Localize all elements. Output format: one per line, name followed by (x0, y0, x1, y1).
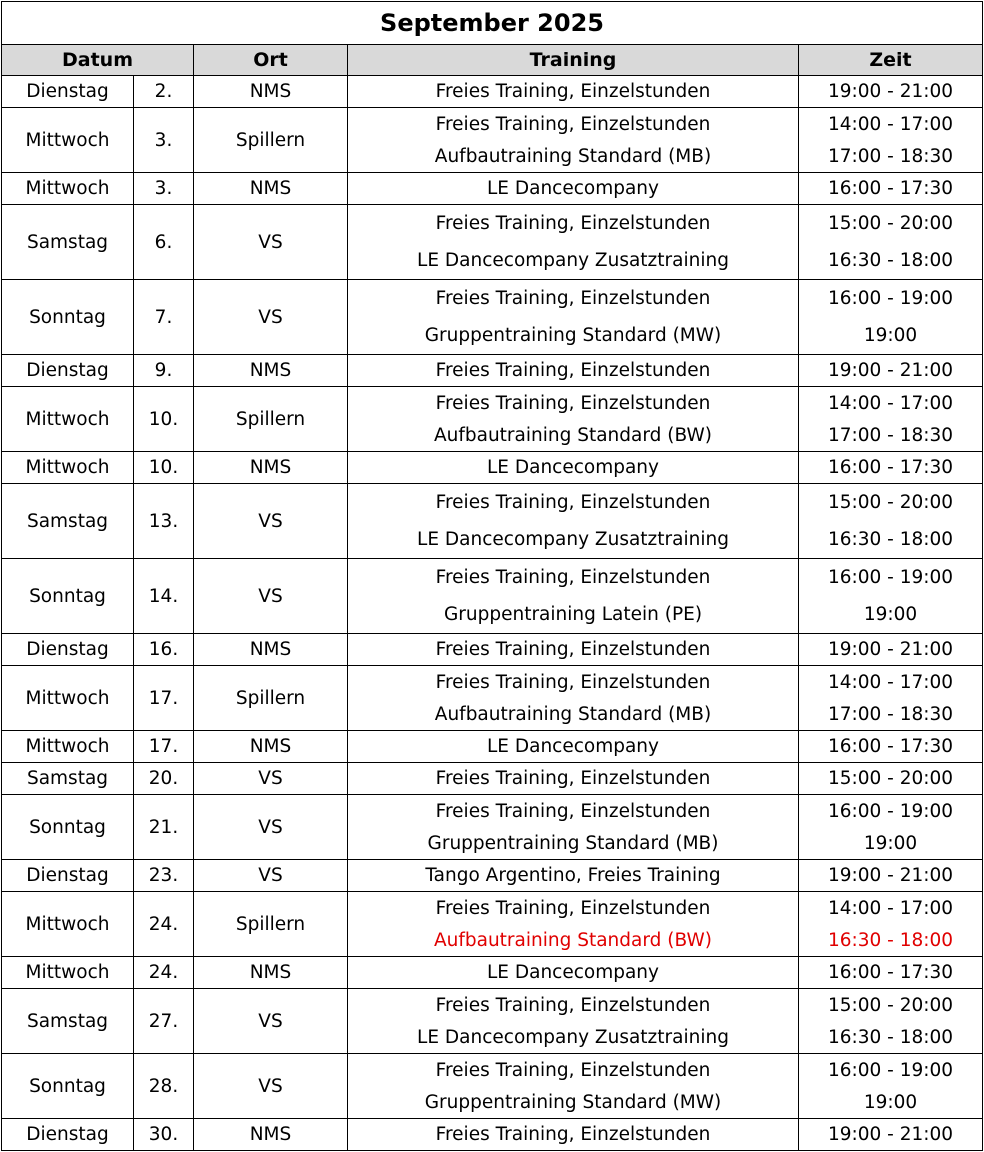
time-cell: 15:00 - 20:00 (799, 205, 983, 243)
training-cell: Freies Training, Einzelstunden (348, 355, 799, 387)
training-cell: Freies Training, Einzelstunden (348, 763, 799, 795)
table-row (2, 731, 983, 763)
date-cell: 27. (134, 989, 194, 1054)
date-cell: 16. (134, 634, 194, 666)
time-cell: 15:00 - 20:00 (799, 989, 983, 1022)
day-cell: Dienstag (2, 634, 134, 666)
time-cell: 16:00 - 17:30 (799, 731, 983, 763)
table-row (2, 795, 983, 828)
time-cell: 19:00 (799, 596, 983, 634)
place-cell: Spillern (194, 108, 348, 173)
place-cell: Spillern (194, 892, 348, 957)
training-cell: LE Dancecompany (348, 452, 799, 484)
table-row (2, 205, 983, 243)
date-cell: 24. (134, 892, 194, 957)
table-row (2, 860, 983, 892)
training-cell: Freies Training, Einzelstunden (348, 108, 799, 141)
day-cell: Mittwoch (2, 666, 134, 731)
place-cell: VS (194, 205, 348, 280)
place-cell: NMS (194, 173, 348, 205)
training-cell: Freies Training, Einzelstunden (348, 387, 799, 420)
date-cell: 28. (134, 1054, 194, 1119)
training-cell: Freies Training, Einzelstunden (348, 666, 799, 699)
day-cell: Dienstag (2, 1119, 134, 1151)
time-cell: 14:00 - 17:00 (799, 108, 983, 141)
time-cell: 14:00 - 17:00 (799, 892, 983, 925)
time-cell: 17:00 - 18:30 (799, 698, 983, 731)
time-cell: 19:00 (799, 1086, 983, 1119)
training-cell: Freies Training, Einzelstunden (348, 1119, 799, 1151)
time-cell: 14:00 - 17:00 (799, 387, 983, 420)
day-cell: Dienstag (2, 76, 134, 108)
day-cell: Mittwoch (2, 108, 134, 173)
training-cell: Gruppentraining Standard (MB) (348, 827, 799, 860)
table-row (2, 666, 983, 699)
training-cell: Aufbautraining Standard (BW) (348, 419, 799, 452)
training-cell: Freies Training, Einzelstunden (348, 484, 799, 522)
date-cell: 14. (134, 559, 194, 634)
time-cell: 16:00 - 17:30 (799, 957, 983, 989)
date-cell: 24. (134, 957, 194, 989)
training-cell: LE Dancecompany (348, 173, 799, 205)
table-row (2, 387, 983, 420)
table-row (2, 452, 983, 484)
training-cell: LE Dancecompany Zusatztraining (348, 521, 799, 559)
training-cell: Gruppentraining Standard (MW) (348, 317, 799, 355)
day-cell: Sonntag (2, 795, 134, 860)
training-cell: Freies Training, Einzelstunden (348, 795, 799, 828)
day-cell: Mittwoch (2, 387, 134, 452)
day-cell: Sonntag (2, 559, 134, 634)
date-cell: 20. (134, 763, 194, 795)
day-cell: Mittwoch (2, 173, 134, 205)
time-cell: 17:00 - 18:30 (799, 140, 983, 173)
table-row (2, 559, 983, 597)
training-cell: Gruppentraining Standard (MW) (348, 1086, 799, 1119)
place-cell: NMS (194, 731, 348, 763)
training-cell: Freies Training, Einzelstunden (348, 559, 799, 597)
date-cell: 13. (134, 484, 194, 559)
training-cell: Freies Training, Einzelstunden (348, 205, 799, 243)
place-cell: NMS (194, 452, 348, 484)
training-cell: LE Dancecompany Zusatztraining (348, 242, 799, 280)
training-cell: Freies Training, Einzelstunden (348, 892, 799, 925)
place-cell: VS (194, 763, 348, 795)
place-cell: NMS (194, 957, 348, 989)
time-cell: 19:00 - 21:00 (799, 860, 983, 892)
day-cell: Mittwoch (2, 892, 134, 957)
place-cell: VS (194, 559, 348, 634)
day-cell: Sonntag (2, 280, 134, 355)
time-cell: 16:00 - 19:00 (799, 1054, 983, 1087)
training-cell: Aufbautraining Standard (BW) (348, 924, 799, 957)
day-cell: Samstag (2, 205, 134, 280)
time-cell: 19:00 - 21:00 (799, 634, 983, 666)
table-row (2, 763, 983, 795)
training-cell: LE Dancecompany Zusatztraining (348, 1021, 799, 1054)
date-cell: 23. (134, 860, 194, 892)
table-row (2, 484, 983, 522)
place-cell: VS (194, 1054, 348, 1119)
date-cell: 3. (134, 173, 194, 205)
training-cell: Freies Training, Einzelstunden (348, 989, 799, 1022)
header-ort: Ort (194, 45, 348, 76)
table-row (2, 355, 983, 387)
date-cell: 3. (134, 108, 194, 173)
table-row (2, 634, 983, 666)
training-cell: Freies Training, Einzelstunden (348, 1054, 799, 1087)
time-cell: 19:00 - 21:00 (799, 355, 983, 387)
time-cell: 16:30 - 18:00 (799, 521, 983, 559)
date-cell: 9. (134, 355, 194, 387)
time-cell: 14:00 - 17:00 (799, 666, 983, 699)
table-row (2, 108, 983, 141)
place-cell: NMS (194, 355, 348, 387)
place-cell: NMS (194, 634, 348, 666)
date-cell: 30. (134, 1119, 194, 1151)
header-zeit: Zeit (799, 45, 983, 76)
table-row (2, 1054, 983, 1087)
header-training: Training (348, 45, 799, 76)
place-cell: Spillern (194, 387, 348, 452)
date-cell: 17. (134, 731, 194, 763)
time-cell: 19:00 (799, 827, 983, 860)
day-cell: Mittwoch (2, 957, 134, 989)
training-cell: Freies Training, Einzelstunden (348, 634, 799, 666)
training-cell: Gruppentraining Latein (PE) (348, 596, 799, 634)
training-cell: Tango Argentino, Freies Training (348, 860, 799, 892)
time-cell: 19:00 - 21:00 (799, 76, 983, 108)
table-row (2, 1119, 983, 1151)
time-cell: 16:00 - 17:30 (799, 173, 983, 205)
date-cell: 7. (134, 280, 194, 355)
time-cell: 19:00 - 21:00 (799, 1119, 983, 1151)
training-cell: Freies Training, Einzelstunden (348, 76, 799, 108)
time-cell: 19:00 (799, 317, 983, 355)
day-cell: Mittwoch (2, 731, 134, 763)
table-row (2, 892, 983, 925)
place-cell: NMS (194, 1119, 348, 1151)
day-cell: Dienstag (2, 355, 134, 387)
date-cell: 2. (134, 76, 194, 108)
day-cell: Dienstag (2, 860, 134, 892)
place-cell: VS (194, 484, 348, 559)
training-cell: LE Dancecompany (348, 731, 799, 763)
training-cell: Aufbautraining Standard (MB) (348, 140, 799, 173)
table-row (2, 280, 983, 318)
time-cell: 16:00 - 19:00 (799, 280, 983, 318)
place-cell: Spillern (194, 666, 348, 731)
date-cell: 21. (134, 795, 194, 860)
place-cell: VS (194, 989, 348, 1054)
table-row (2, 957, 983, 989)
date-cell: 17. (134, 666, 194, 731)
time-cell: 15:00 - 20:00 (799, 484, 983, 522)
day-cell: Samstag (2, 989, 134, 1054)
training-cell: Freies Training, Einzelstunden (348, 280, 799, 318)
day-cell: Sonntag (2, 1054, 134, 1119)
table-row (2, 76, 983, 108)
place-cell: VS (194, 280, 348, 355)
time-cell: 15:00 - 20:00 (799, 763, 983, 795)
time-cell: 16:00 - 19:00 (799, 559, 983, 597)
day-cell: Mittwoch (2, 452, 134, 484)
header-datum: Datum (2, 45, 194, 76)
place-cell: NMS (194, 76, 348, 108)
page-title: September 2025 (2, 2, 983, 45)
time-cell: 16:30 - 18:00 (799, 1021, 983, 1054)
day-cell: Samstag (2, 763, 134, 795)
place-cell: VS (194, 795, 348, 860)
date-cell: 6. (134, 205, 194, 280)
table-row (2, 989, 983, 1022)
schedule-body (2, 76, 983, 1151)
date-cell: 10. (134, 387, 194, 452)
schedule-table (1, 1, 983, 1151)
place-cell: VS (194, 860, 348, 892)
day-cell: Samstag (2, 484, 134, 559)
time-cell: 16:00 - 19:00 (799, 795, 983, 828)
time-cell: 16:30 - 18:00 (799, 242, 983, 280)
time-cell: 16:30 - 18:00 (799, 924, 983, 957)
training-cell: LE Dancecompany (348, 957, 799, 989)
date-cell: 10. (134, 452, 194, 484)
time-cell: 16:00 - 17:30 (799, 452, 983, 484)
table-row (2, 173, 983, 205)
training-cell: Aufbautraining Standard (MB) (348, 698, 799, 731)
time-cell: 17:00 - 18:30 (799, 419, 983, 452)
